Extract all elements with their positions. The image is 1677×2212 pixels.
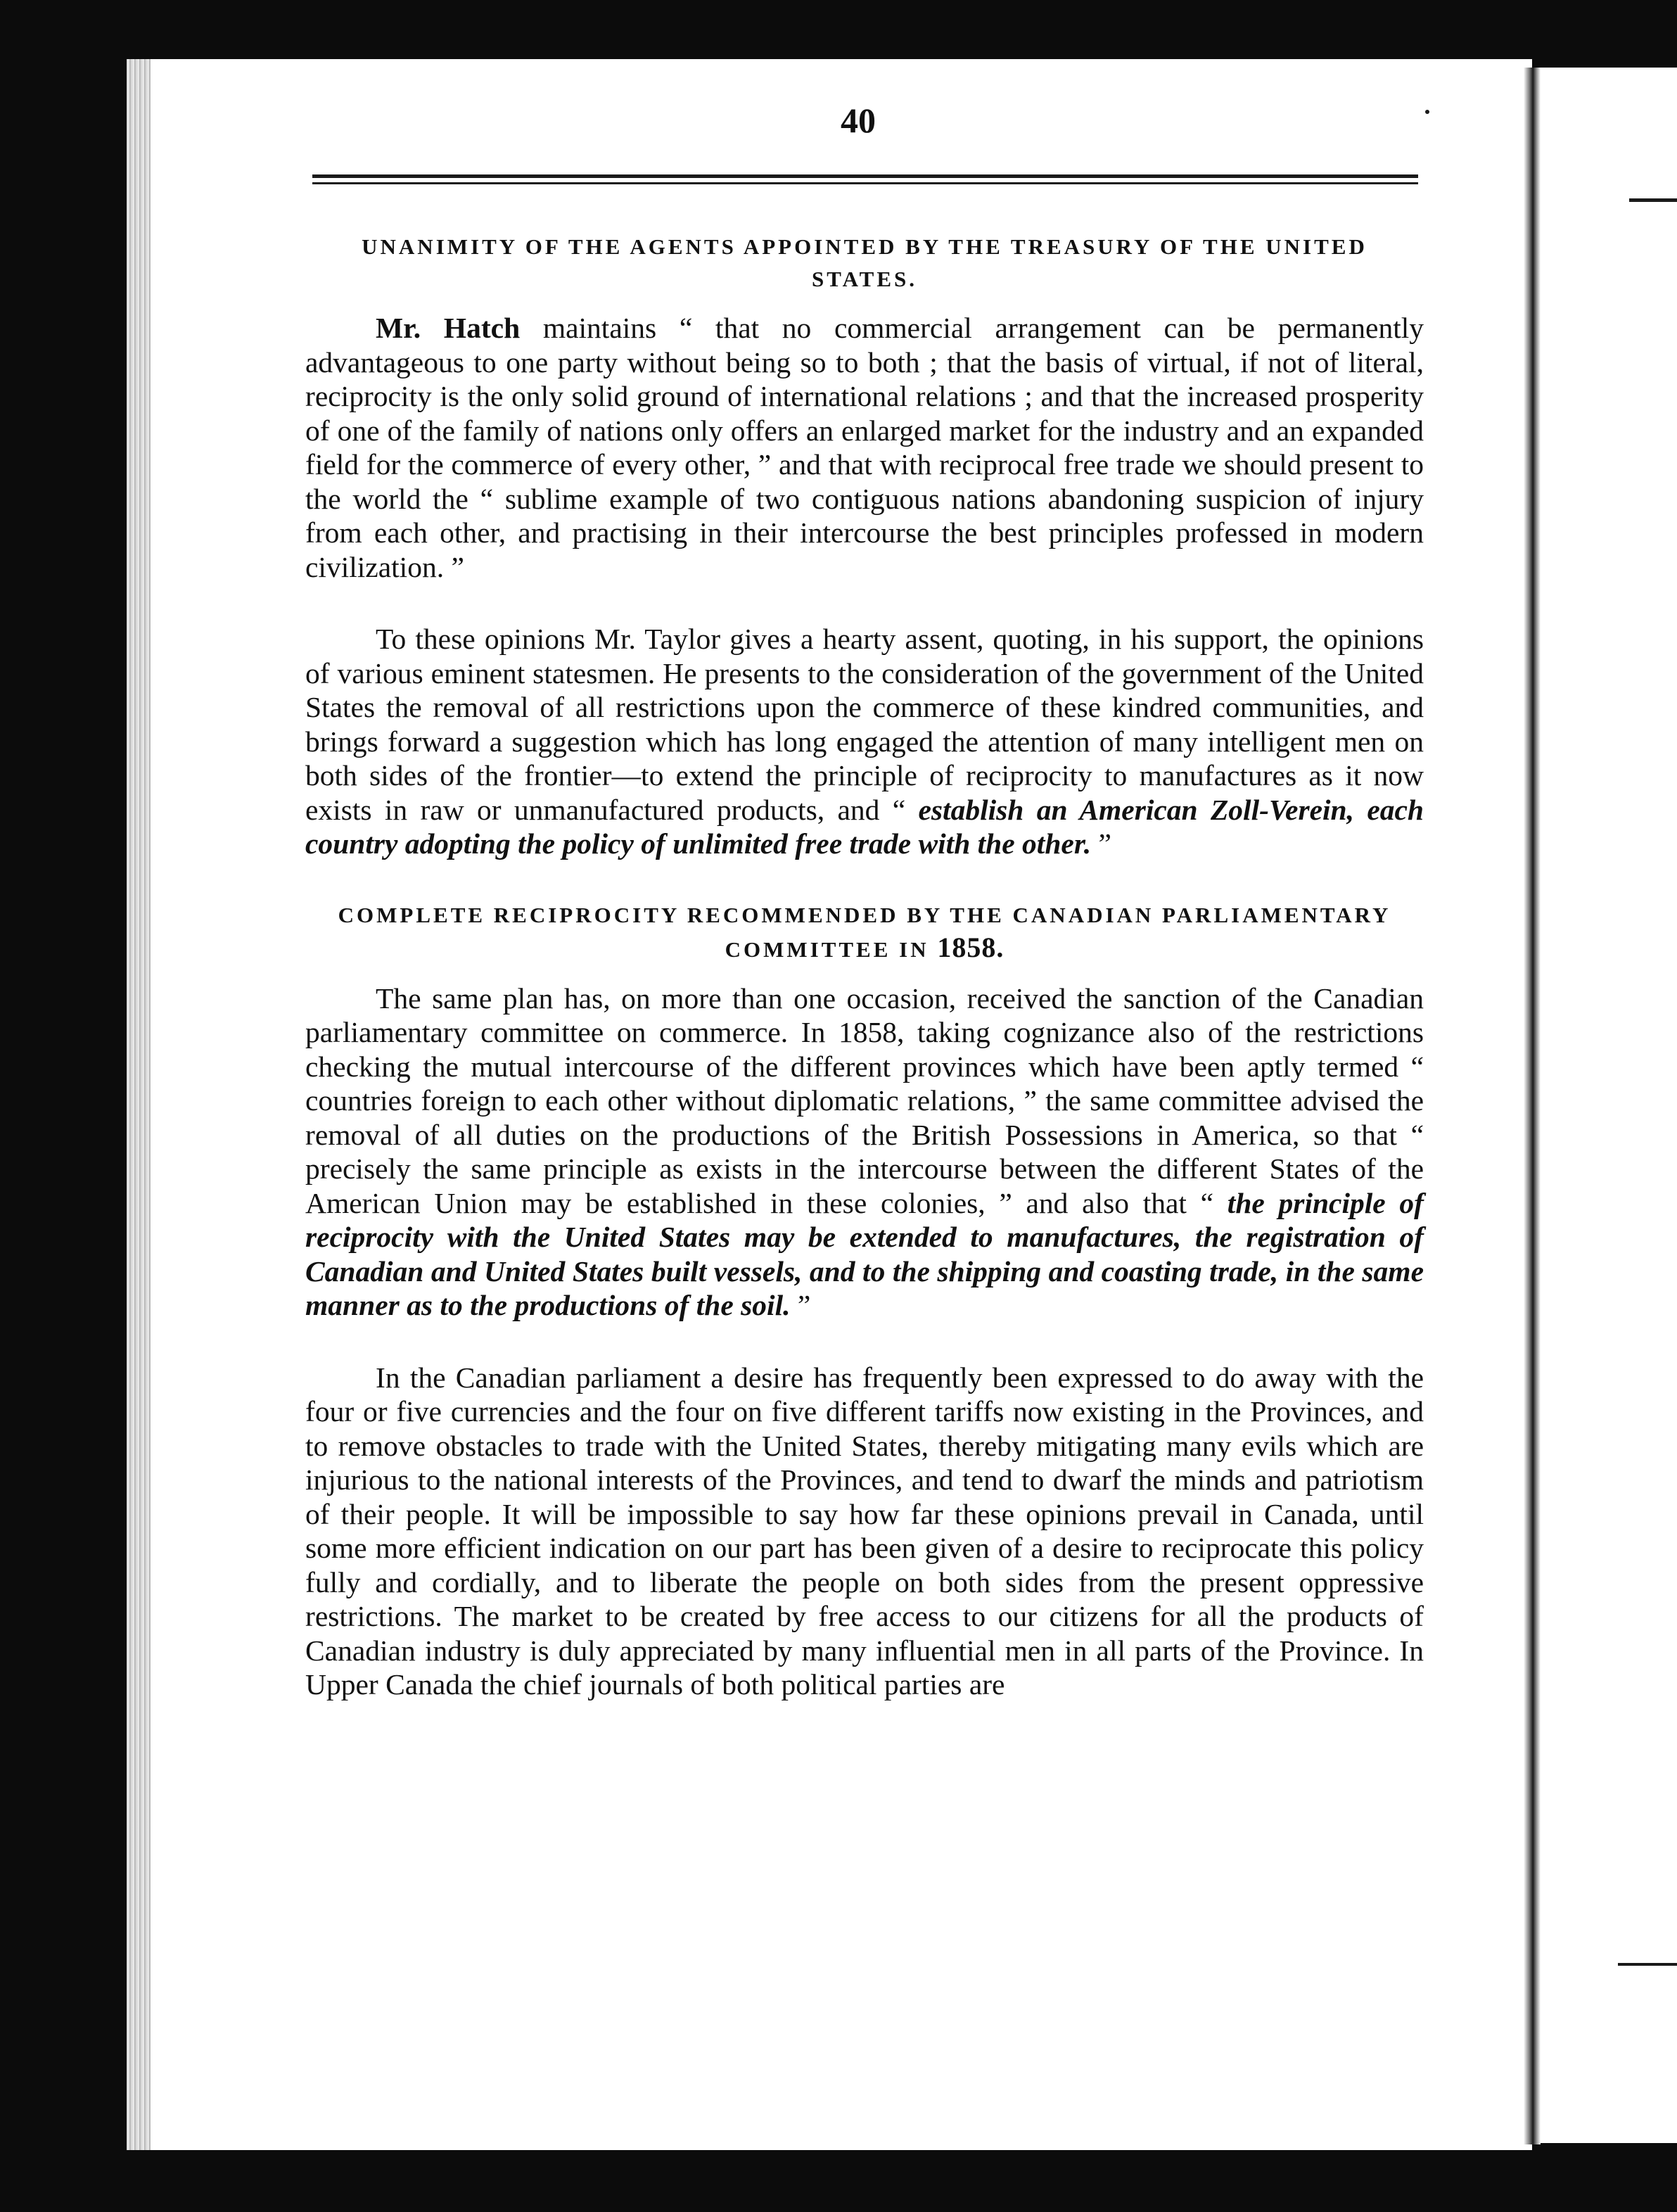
committee-quote: the principle of reciprocity with the United States may be extended to manufactures, the registration of Canadian and United States built vessels, and to the shipping and coasting trade, in the same manner as to the productions of the soil. bbox=[305, 1186, 1424, 1321]
heading-text: COMPLETE RECIPROCITY RECOMMENDED BY THE CANADIAN PARLIAMENTARY COMMITTEE IN bbox=[338, 902, 1391, 962]
paragraph-taylor bbox=[305, 622, 1424, 861]
hatch-text: maintains “ that no commercial arrangement can be permanently advantageous to one party without being so to both ; that the basis of virtual, if not of literal, reciprocity is the only solid ground of international relations ; and that the increased prosperity of one of the family of nations only offers an enlarged market for the industry and an expanded field for the commerce of every other, ” and that with reciprocal free trade we should present to the world the “ sublime example of two contiguous nations abandoning suspicion of injury from each other, and practising in their intercourse the best principles professed in modern civilization. ” bbox=[305, 312, 1424, 583]
speck bbox=[1425, 110, 1429, 114]
hatch-name: Mr. Hatch bbox=[376, 312, 521, 344]
taylor-text: To these opinions Mr. Taylor gives a hearty assent, quoting, in his support, the opinions of various eminent statesmen. He presents to the consideration of the government of the United States the removal of all restrictions upon the commerce of these kindred communities, and brings forward a suggestion which has long engaged the attention of many intelligent men on both sides of the frontier—to extend the principle of reciprocity to manufactures as it now exists in raw or unmanufactured products, and “ bbox=[305, 623, 1424, 826]
header-rule-thick bbox=[312, 174, 1418, 178]
right-page-rule bbox=[1629, 198, 1677, 202]
taylor-close-quote: ” bbox=[1091, 827, 1111, 860]
right-page-rule-lower bbox=[1618, 1963, 1677, 1966]
header-rule-thin bbox=[312, 182, 1418, 184]
page-edges bbox=[127, 59, 151, 2150]
heading-year: 1858. bbox=[937, 931, 1005, 963]
right-page bbox=[1541, 68, 1677, 2143]
text-column bbox=[305, 231, 1424, 1702]
same-plan-close-quote: ” bbox=[790, 1289, 811, 1321]
header-rule bbox=[312, 174, 1418, 187]
paragraph-canadian-parliament: In the Canadian parliament a desire has frequently been expressed to do away with the four or five currencies and the four on five different tariffs now existing in the Provinces, and to remove obstacles to trade with the United States, thereby mitigating many evils which are injurious to the national interests of the Provinces, and tend to dwarf the minds and patriotism of their people. It will be impossible to say how far these opinions prevail in Canada, until some more efficient indication on our part has been given of a desire to reciprocate this policy fully and cordially, and to liberate the people on both sides from the present oppressive restrictions. The market to be created by free access to our citizens for all the products of Canadian industry is duly appreciated by many influential men in all parts of the Province. In Upper Canada the chief journals of both political parties are bbox=[305, 1361, 1424, 1701]
section-heading-unanimity bbox=[305, 231, 1424, 295]
paragraph-same-plan bbox=[305, 981, 1424, 1323]
same-plan-text: The same plan has, on more than one occasion, received the sanction of the Canadian parliamentary committee on commerce. In 1858, taking cognizance also of the restrictions checking the mutual intercourse of the different provinces which have been aptly termed “ countries foreign to each other without diplomatic relations, ” the same committee advised the removal of all duties on the productions of the British Possessions in America, so that “ precisely the same principle as exists in the intercourse between the different States of the American Union may be established in these colonies, ” and also that “ bbox=[305, 981, 1424, 1219]
paragraph-hatch bbox=[305, 311, 1424, 584]
book-gutter bbox=[1524, 68, 1541, 2144]
heading-text: UNANIMITY OF THE AGENTS APPOINTED BY THE TREASURY OF THE UNITED STATES. bbox=[362, 234, 1367, 291]
section-heading-complete-reciprocity bbox=[305, 899, 1424, 966]
zollverein-quote: establish an American Zoll-Verein, each country adopting the policy of unlimited free trade with the other. bbox=[305, 793, 1424, 860]
page-number: 40 bbox=[841, 101, 876, 140]
